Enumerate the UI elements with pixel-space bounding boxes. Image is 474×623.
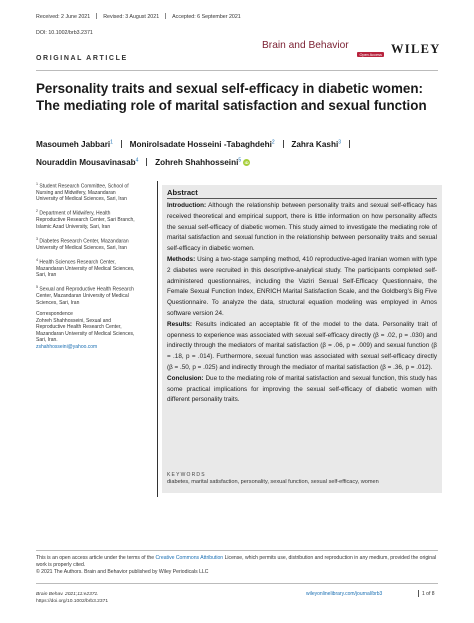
- abstract-box: [162, 185, 442, 493]
- abstract-heading: Abstract: [167, 188, 198, 197]
- license-notice: This is an open access article under the terms of the Creative Commons Attribution License, which permits use, distribution and reproduction in any medium, provided the original work is properly cited. © 2021 The Authors. Brain and Behavior published by Wiley Periodicals LLC: [36, 555, 437, 576]
- header-divider: [36, 70, 438, 71]
- author-separator: [283, 140, 284, 148]
- author[interactable]: Masoumeh Jabbari$^1$: [36, 139, 113, 149]
- author-list: [36, 134, 441, 171]
- orcid-icon[interactable]: iD: [244, 160, 249, 166]
- author[interactable]: Zahra Kashi$^3$: [291, 139, 342, 149]
- correspondence-text: Zohreh Shahhosseini, Sexual and Reproductive Health Research Center, Mazandaran University of Medical Sciences, Sari, Iran.: [36, 317, 135, 344]
- citation-divider: [36, 583, 438, 584]
- abstract-methods: Methods: Using a two-stage sampling method, 410 reproductive-aged Iranian women with type 2 diabetes were recruited in this descriptive-analytical study. The participants completed self-administered questionnaires, including the Vaziri Sexual Self-Efficacy Questionnaire, the Female Sexual Function Index, ENRICH Marital Satisfaction Scale, and the Goldberg’s Big Five Questionnaire. To analyze the data, structural equation modeling was employed in Amos software version 24.: [167, 255, 437, 317]
- citation: Brain Behav. 2021;11:e2371.: [36, 592, 99, 597]
- date-separator: [165, 13, 166, 19]
- doi[interactable]: DOI: 10.1002/brb3.2371: [36, 30, 93, 36]
- correspondence: [36, 311, 138, 349]
- journal-name: Brain and Behavior: [262, 40, 349, 51]
- footer-separator: [418, 590, 419, 597]
- abstract-conclusion: Conclusion: Due to the mediating role of marital satisfaction and sexual function, this study has some practical implications for improving the sexual self-efficacy of diabetic women with different personality traits.: [167, 374, 438, 404]
- revised-date: Revised: 3 August 2021: [103, 14, 160, 20]
- article-type: ORIGINAL ARTICLE: [36, 55, 128, 62]
- keywords: diabetes, marital satisfaction, personality, sexual function, sexual self-efficacy, women: [167, 479, 379, 485]
- abstract-results: Results: Results indicated an acceptable fit of the model to the data. Personality trait of openness to experience was associated with sexual self-efficacy directly (β = .02, p = .030) and indirectly through the mediators of marital satisfaction (β = .06, p = .009) and sexual function (β = .18, p = .014). Furthermore, sexual function was associated with sexual self-efficacy directly (β = .50, p = .025) and indirectly through the mediator of marital satisfaction (β = .36, p = .012).: [167, 320, 437, 371]
- author[interactable]: Zohreh Shahhosseini$^5$: [155, 157, 242, 168]
- submission-dates: [36, 13, 241, 20]
- column-divider: [157, 181, 158, 497]
- affiliations: [36, 181, 138, 355]
- copyright: © 2021 The Authors. Brain and Behavior published by Wiley Periodicals LLC: [36, 569, 209, 576]
- affiliation: $^5$ Sexual and Reproductive Health Research Center, Mazandaran University of Medical Sciences, Sari, Iran: [36, 285, 134, 306]
- page-number: 1 of 8: [422, 591, 435, 597]
- publisher-logo: WILEY: [391, 42, 441, 56]
- abstract-introduction: Introduction: Although the relationship between personality traits and sexual self-efficacy has received theoretical and empirical support, there is little information on how personality affects the sexual self-efficacy of diabetic women. This study aimed to investigate the mediating role of marital satisfaction and sexual function in the relationship between personality traits and sexual self-efficacy in diabetic women.: [167, 202, 437, 253]
- correspondence-label: Correspondence: [36, 311, 73, 318]
- abstract-body: [167, 201, 437, 406]
- article-title: Personality traits and sexual self-efficacy in diabetic women: The mediating role of marital satisfaction and sexual function: [36, 81, 427, 113]
- keywords-heading: KEYWORDS: [167, 472, 206, 478]
- affiliation: $^2$ Department of Midwifery, Health Reproductive Research Center, Sari Branch, Islamic Azad University, Sari, Iran: [36, 209, 135, 230]
- author-separator: [349, 140, 350, 148]
- accepted-date: Accepted: 6 September 2021: [172, 14, 241, 20]
- citation-doi-link[interactable]: https://doi.org/10.1002/brb3.2371: [36, 599, 109, 604]
- author-separator: [121, 140, 122, 148]
- received-date: Received: 2 June 2021: [36, 14, 91, 20]
- author[interactable]: Monirolsadate Hosseini -Tabaghdehi$^2$: [129, 139, 275, 149]
- open-access-badge: Open Access: [357, 52, 384, 57]
- affiliation: $^3$ Diabetes Research Center, Mazandaran University of Medical Sciences, Sari, Iran: [36, 236, 129, 251]
- author[interactable]: Nouraddin Mousavinasab$^4$: [36, 157, 139, 168]
- journal-url-link[interactable]: wileyonlinelibrary.com/journal/brb3: [306, 591, 383, 597]
- date-separator: [96, 13, 97, 19]
- author-separator: [146, 158, 147, 166]
- license-link[interactable]: Creative Commons Attribution: [155, 555, 224, 561]
- footer-divider: [36, 550, 438, 551]
- affiliation: $^1$ Student Research Committee, School of Nursing and Midwifery, Mazandaran University of Medical Sciences, Sari, Iran: [36, 182, 129, 203]
- email-link[interactable]: zshahhosseini@yahoo.com: [36, 343, 98, 350]
- abstract-rule: [167, 198, 437, 199]
- affiliation: $^4$ Health Sciences Research Center, Mazandaran University of Medical Sciences, Sari, Iran: [36, 257, 135, 279]
